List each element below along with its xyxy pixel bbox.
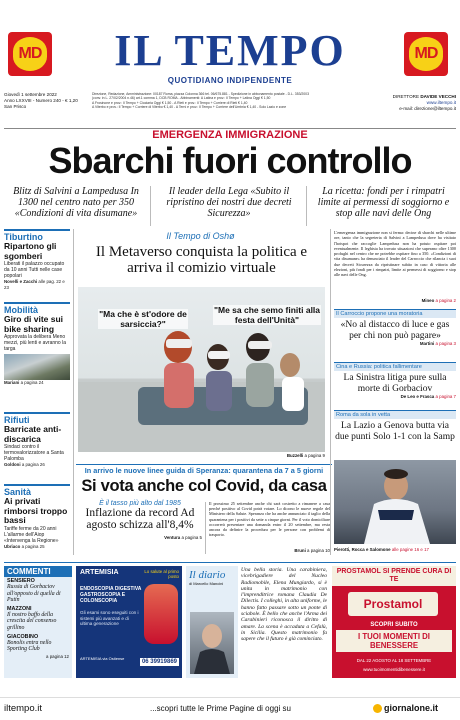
- lead-deck-1: Blitz di Salvini a Lampedusa In 1300 nel centro nato per 350 «Condizioni di vita disumane»: [13, 186, 139, 219]
- covid-headline: Si vota anche col Covid, da casa: [81, 477, 327, 495]
- inflation-kicker: È il tasso più alto dal 1985: [99, 500, 181, 507]
- comments-box: COMMENTI SENSIERO Russia di Gorbaciov all'opposto di quella di Putin MAZZONI Il nostro baffo della crescita del consenso grillino GIACOBINO Bonolis entra nello Sporting Club a pagina 12: [4, 566, 72, 678]
- ad-mid: SCOPRI SUBITO: [370, 622, 418, 628]
- md-logo-right: MD: [404, 32, 448, 76]
- story-body: Approvata la delibera Meno mezzi, più lenti e avranno la targa: [4, 334, 66, 352]
- footer-giornalone-link[interactable]: giornalone.it: [384, 703, 438, 713]
- ad-tag: Lo salute al primo posto: [144, 569, 179, 579]
- lead-body: L'emergenza immigrazione non si ferma: decine di sbarchi nelle ultime ore, tanto che la segreteria di Salvini a Lampedusa dove ha visitato l'hotspot che raccoglie Lampedusa non ha potuto ospitare poi eventualmente. Il leghista ha trovato situazioni che superano oltre 1300 profughi nel centro che ne potrebbe ospitare fino a 350. «Condizioni di vita disumane» ha denunciato il leader del Carroccio che rilancia i suoi due decreti Sicurezza da ripristinare subito in caso di vittoria alle elezioni, più fondi per i rimpatri, limite ai permessi di soggiorno e stop alle navi delle Ong.: [334, 230, 456, 278]
- diario-box: [186, 566, 238, 678]
- organ-illustration: [144, 584, 178, 644]
- lead-headline: Sbarchi fuori controllo: [48, 140, 412, 181]
- lazio-byline: Pierotti, Rocca e Salomone alle pagine 16 e 17: [334, 547, 429, 552]
- vr-photo: [78, 287, 325, 452]
- diario-label: Il diario: [189, 569, 226, 581]
- divider: [150, 186, 151, 226]
- story-body: Sindaci contro il termovalorizzatore a Santa Palomba: [4, 444, 64, 462]
- story-kicker: Roma da sola in vetta: [334, 410, 456, 419]
- ad-body: Gli esami sono eseguiti con i sistemi più avanzati e di ultima generazione: [80, 610, 139, 627]
- section-label: Sanità: [4, 484, 70, 497]
- divider: [205, 502, 206, 554]
- story-headline: Barricate anti-discarica: [4, 424, 62, 444]
- publisher-info: Direzione, Redazione, Amministrazione: 00187 Roma, piazza Colonna 366 tel. 06/675.881 - Spedizione in abbonamento postale - D.L. 353/2003 (conv. in L. 27/02/2004 n.46) art.1 comma 1, DCB ROMA - Abbinamenti: A Latina e prov.: Il Tempo + Latina Oggi € 1,50 A Frosinone e prov.: Il Tempo + Ciociaria Oggi € 1,50 - A Rieti e prov.: Il Tempo + Corriere di Rieti € 1,40 A Viterbo e prov.: Il Tempo + Corriere di Viterbo € 1,40 - A Terni e prov.: Il Tempo + Corriere dell'Umbria € 1,40 - Solo Lazio e zone: [92, 92, 309, 110]
- comment-item[interactable]: MAZZONI Il nostro baffo della crescita del consenso grillino: [7, 605, 57, 631]
- ad-dates: DAL 22 AGOSTO AL 18 SETTEMBRE: [356, 658, 432, 663]
- section-label: Rifiuti: [4, 412, 70, 425]
- section-label: Mobilità: [4, 302, 70, 315]
- story-body: Tariffe ferme da 20 anni L'allarme dell'Aiop «Intervenga la Regione»: [4, 525, 59, 544]
- story-kicker: Cina e Russia: politica fallimentare: [334, 362, 456, 371]
- ad-phone: 06 39919869: [141, 659, 177, 665]
- author-portrait: [190, 612, 234, 674]
- football-photo: [334, 460, 456, 544]
- covid-kicker: In arrivo le nuove linee guida di Speranza: quarantena da 7 a 5 giorni: [84, 466, 324, 475]
- site-link[interactable]: www.iltempo.it: [426, 100, 456, 105]
- artemisia-ad[interactable]: [76, 566, 182, 678]
- sidebar-story-mobilita[interactable]: Mobilità Giro di vite sui bike sharing Approvata la delibera Meno mezzi, più lenti e avranno la targa Mariani a pagina 24: [4, 302, 70, 386]
- covid-body: Il prossimo 25 settembre anche chi sarà costretto a rimanere a casa perché positivo al Covid potrà votare. Lo dicono le nuove regole del Ministero della Salute. Speranza che ha anche annunciato il taglio della quarantena per i positivi da sette a cinque giorni. Per il voto domiciliare occorrerà presentare una domanda entro il 20 settembre, ma resta ancora da definire la procedura per le persone con problemi di trasporto.: [209, 501, 330, 538]
- osho-headline: Il Metaverso conquista la politica e arriva il comizio virtuale: [95, 244, 308, 276]
- story-body: Liberati il palazzo occupato da 10 anni Tutti nelle case popolari: [4, 261, 65, 279]
- divider: [306, 186, 307, 226]
- ad-title: ENDOSCOPIA DIGESTIVA GASTROSCOPIA E COLONSCOPIA: [80, 586, 142, 604]
- story-headline: Ai privati rimborsi troppo bassi: [4, 496, 68, 525]
- comment-item[interactable]: GIACOBINO Bonolis entra nello Sporting Club: [7, 633, 52, 653]
- inflation-story[interactable]: È il tasso più alto dal 1985 Inflazione da record Ad agosto schizza all'8,4% Ventura a pagina 5: [78, 500, 202, 558]
- product-box: Prostamol: [348, 592, 438, 616]
- lead-deck-2: Il leader della Lega «Subito il ripristino dei nostri due decreti Sicurezza»: [166, 186, 292, 219]
- covid-byline: Bruni a pagina 10: [294, 548, 330, 553]
- masthead-subtitle: QUOTIDIANO INDIPENDENTE: [167, 76, 293, 85]
- date-block: Giovedì 1 settembre 2022 Anno LXXVIII - Numero 240 - € 1,20 San Prisco: [4, 92, 78, 109]
- speech-bubble-2: "Me sa che semo finiti alla festa dell'Unità": [213, 305, 321, 325]
- sidebar-story-sanita[interactable]: Sanità Ai privati rimborsi troppo bassi Tariffe ferme da 20 anni L'allarme dell'Aiop «Intervenga la Regione» Ubriaco a pagina 25: [4, 484, 70, 550]
- comment-item[interactable]: SENSIERO Russia di Gorbaciov all'opposto di quella di Putin: [7, 578, 61, 604]
- story-headline: Ripartono gli sgomberi: [4, 241, 57, 261]
- comments-label: COMMENTI: [4, 566, 72, 577]
- divider: [4, 562, 456, 563]
- player-illustration: [334, 460, 456, 544]
- ad-big: I TUOI MOMENTI DI BENESSERE: [336, 630, 452, 652]
- lead-deck-3: La ricetta: fondi per i rimpatri limite ai permessi di soggiorno e stop alle navi delle Ong: [317, 186, 450, 219]
- footer-text: ...scopri tutte le Prime Pagine di oggi su: [150, 704, 291, 713]
- diario-author: di Marcello Mancini: [189, 581, 224, 586]
- masthead-title: IL TEMPO: [114, 26, 346, 75]
- lead-kicker: EMERGENZA IMMIGRAZIONE: [152, 129, 308, 141]
- prostamol-ad[interactable]: [332, 566, 456, 678]
- story-kicker: Il Carroccio propone una moratoria: [334, 309, 456, 318]
- inflation-headline: Inflazione da record Ad agosto schizza all'8,4%: [85, 507, 195, 531]
- story-lazio[interactable]: [334, 410, 456, 442]
- osho-byline: Buzzelli a pagina 9: [286, 453, 325, 458]
- story-moratoria[interactable]: Il Carroccio propone una moratoria «No al distacco di luce e gas per chi non può pagare» Martini a pagina 3: [336, 311, 456, 346]
- ad-site: www.tuoimomentidibenessere.it: [363, 667, 425, 672]
- story-headline: La Sinistra litiga pure sulla morte di Gorbaciov: [343, 373, 447, 394]
- ad-top: PROSTAMOL SI PRENDE CURA DI TE: [332, 566, 456, 586]
- divider: [0, 697, 460, 698]
- director-block: DIRETTORE DAVIDE VECCHI www.iltempo.it e-mail: direzione@iltempo.it: [376, 94, 456, 112]
- sidebar-story-rifiuti[interactable]: Rifiuti Barricate anti-discarica Sindaci contro il termovalorizzatore a Santa Palomba Goldoni a pagina 26: [4, 412, 70, 468]
- osho-kicker: Il Tempo di Oshø: [166, 231, 235, 241]
- story-headline: «No al distacco di luce e gas per chi non può pagare»: [340, 320, 450, 341]
- story-headline: Giro di vite sui bike sharing: [4, 314, 64, 334]
- bike-photo: [4, 354, 70, 380]
- sidebar-story-tiburtino[interactable]: Tiburtino Ripartono gli sgomberi Liberati il palazzo occupato da 10 anni Tutti nelle case popolari Novelli e Zacchi alle pag. 22 e 23: [4, 229, 70, 291]
- section-label: Tiburtino: [4, 229, 70, 242]
- diario-body: Una bella storia. Una carabiniera, vicebrigadiere del Nucleo Radiomobile, Elena Mungiardo, si è unita in matrimonio con l'imprenditrice romana Claudia De Dilectis. I colleghi, in alta uniforme, le hanno fatto passare sotto un ponte di sciabole. È bello che anche l'Arma dei Carabinieri riconosca il diritto di amare. La scena è accaduta a Cefalù, in Sicilia. Questo matrimonio fa sapere che il futuro è già cominciato.: [241, 567, 327, 643]
- speech-bubble-1: "Ma che è st'odore de sarsiccia?": [99, 309, 187, 329]
- divider: [73, 229, 74, 555]
- ad-brand: ARTEMISIA: [80, 569, 119, 576]
- giornalone-icon: [373, 704, 382, 713]
- divider: [76, 464, 332, 465]
- footer-site-link[interactable]: iltempo.it: [4, 703, 43, 714]
- md-logo-left: MD: [8, 32, 52, 76]
- divider: [330, 229, 331, 555]
- story-gorbaciov[interactable]: Cina e Russia: politica fallimentare La Sinistra litiga pure sulla morte di Gorbaciov De Leo e Frasca a pagina 7: [336, 364, 456, 399]
- story-headline: La Lazio a Genova butta via due punti Solo 1-1 con la Samp: [335, 421, 455, 442]
- ad-address: ARTEMISIA via Ostiense: [80, 656, 125, 661]
- lead-byline: Mineo a pagina 2: [421, 298, 456, 303]
